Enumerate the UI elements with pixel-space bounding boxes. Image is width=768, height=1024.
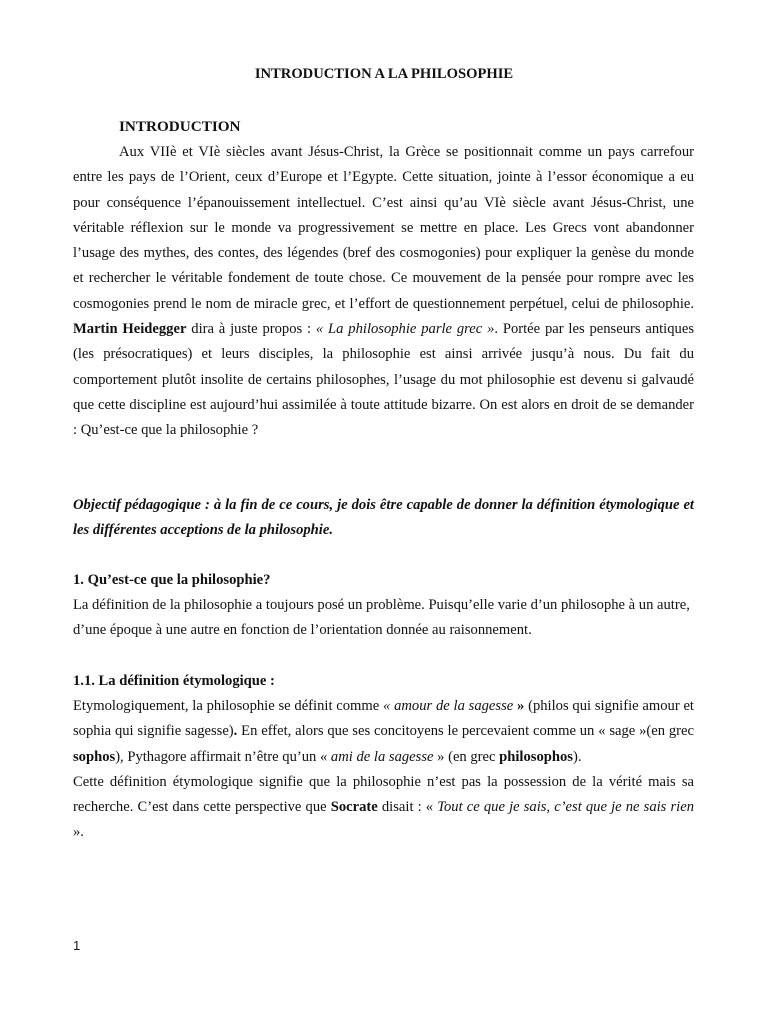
intro-paragraph — [73, 140, 694, 444]
philosophos-term: philosophos — [499, 748, 573, 765]
amour-quote: « amour de la sagesse — [383, 698, 514, 715]
intro-text-1: Aux VIIè et VIè siècles avant Jésus-Christ, la Grèce se positionnait comme un pays carrefour entre les pays de l’Orient, ceux d’Europe et l’Egypte. Cette situation, jointe à l’essor économique a eu pour conséquence l’épanouissement intellectuel. C’est ainsi qu’au VIè siècle avant Jésus-Christ, une véritable réflexion sur le monde va progressivement se mettre en place. Les Grecs vont abandonner l’usage des mythes, des contes, des légendes (bref des cosmogonies) pour expliquer la genèse du monde et rechercher le véritable fondement de toute chose. Ce mouvement de la pensée pour rompre avec les cosmogonies prend le nom de miracle grec, et l’effort de questionnement perpétuel, celui de philosophie. — [73, 144, 694, 312]
definition-text-3: ». — [73, 824, 84, 841]
ami-quote: ami de la sagesse — [330, 748, 434, 765]
section-1-text: La définition de la philosophie a toujours posé un problème. Puisqu’elle varie d’un philosophe à un autre, d’une époque à une autre en fonction de l’orientation donnée au raisonnement. — [73, 597, 690, 639]
intro-heading: INTRODUCTION — [119, 118, 241, 135]
section-1-heading: 1. Qu’est-ce que la philosophie? — [73, 572, 271, 588]
etymology-text-5: » (en grec — [433, 748, 500, 765]
definition-text-1: Cette définition étymologique signifie que la philosophie n’est pas la possession de la vérité mais sa recherche. C’est dans cette perspective que — [73, 773, 694, 816]
page-number: 1 — [73, 938, 81, 953]
definition-text-2: disait : « — [377, 799, 438, 816]
sophos-term: sophos — [73, 748, 116, 765]
etymology-text-3: En effet, alors que ses concitoyens le percevaient comme un « sage »(en grec — [237, 723, 694, 740]
document-title: INTRODUCTION A LA PHILOSOPHIE — [254, 66, 514, 82]
objective-text: Objectif pédagogique : à la fin de ce cours, je dois être capable de donner la définition étymologique et les différentes acceptions de la philosophie. — [73, 497, 694, 539]
objective-paragraph — [73, 493, 694, 544]
socrate-name: Socrate — [330, 799, 378, 816]
etymology-text-4: ), Pythagore affirmait n’être qu’un « — [115, 748, 331, 765]
amour-quote-close: » — [513, 698, 525, 715]
etymology-text-6: ). — [572, 748, 582, 765]
etymology-text-2: (philos qui signifie amour et sophia qui signifie sagesse) — [73, 698, 694, 740]
section-1-1 — [73, 669, 694, 845]
heidegger-name: Martin Heidegger — [73, 321, 187, 338]
section-1 — [73, 568, 694, 644]
intro-text-3: . Portée par les penseurs antiques (les présocratiques) et leurs disciples, la philosophie est ainsi arrivée jusqu’à nous. Du fait du comportement plutôt insolite de certains philosophes, l’usage du mot philosophie est devenu si galvaudé que cette discipline est aujourd’hui assimilée à toute attitude bizarre. On est alors en droit de se demander : Qu’est-ce que la philosophie ? — [73, 321, 694, 439]
socrate-quote: Tout ce que je sais, c’est que je ne sais rien — [437, 799, 694, 816]
intro-text-2: dira à juste propos : — [186, 321, 316, 338]
etymology-dot: . — [233, 723, 238, 740]
section-1-1-heading: 1.1. La définition étymologique : — [73, 673, 275, 689]
etymology-text-1: Etymologiquement, la philosophie se définit comme — [73, 698, 384, 715]
heidegger-quote: « La philosophie parle grec » — [315, 321, 495, 338]
